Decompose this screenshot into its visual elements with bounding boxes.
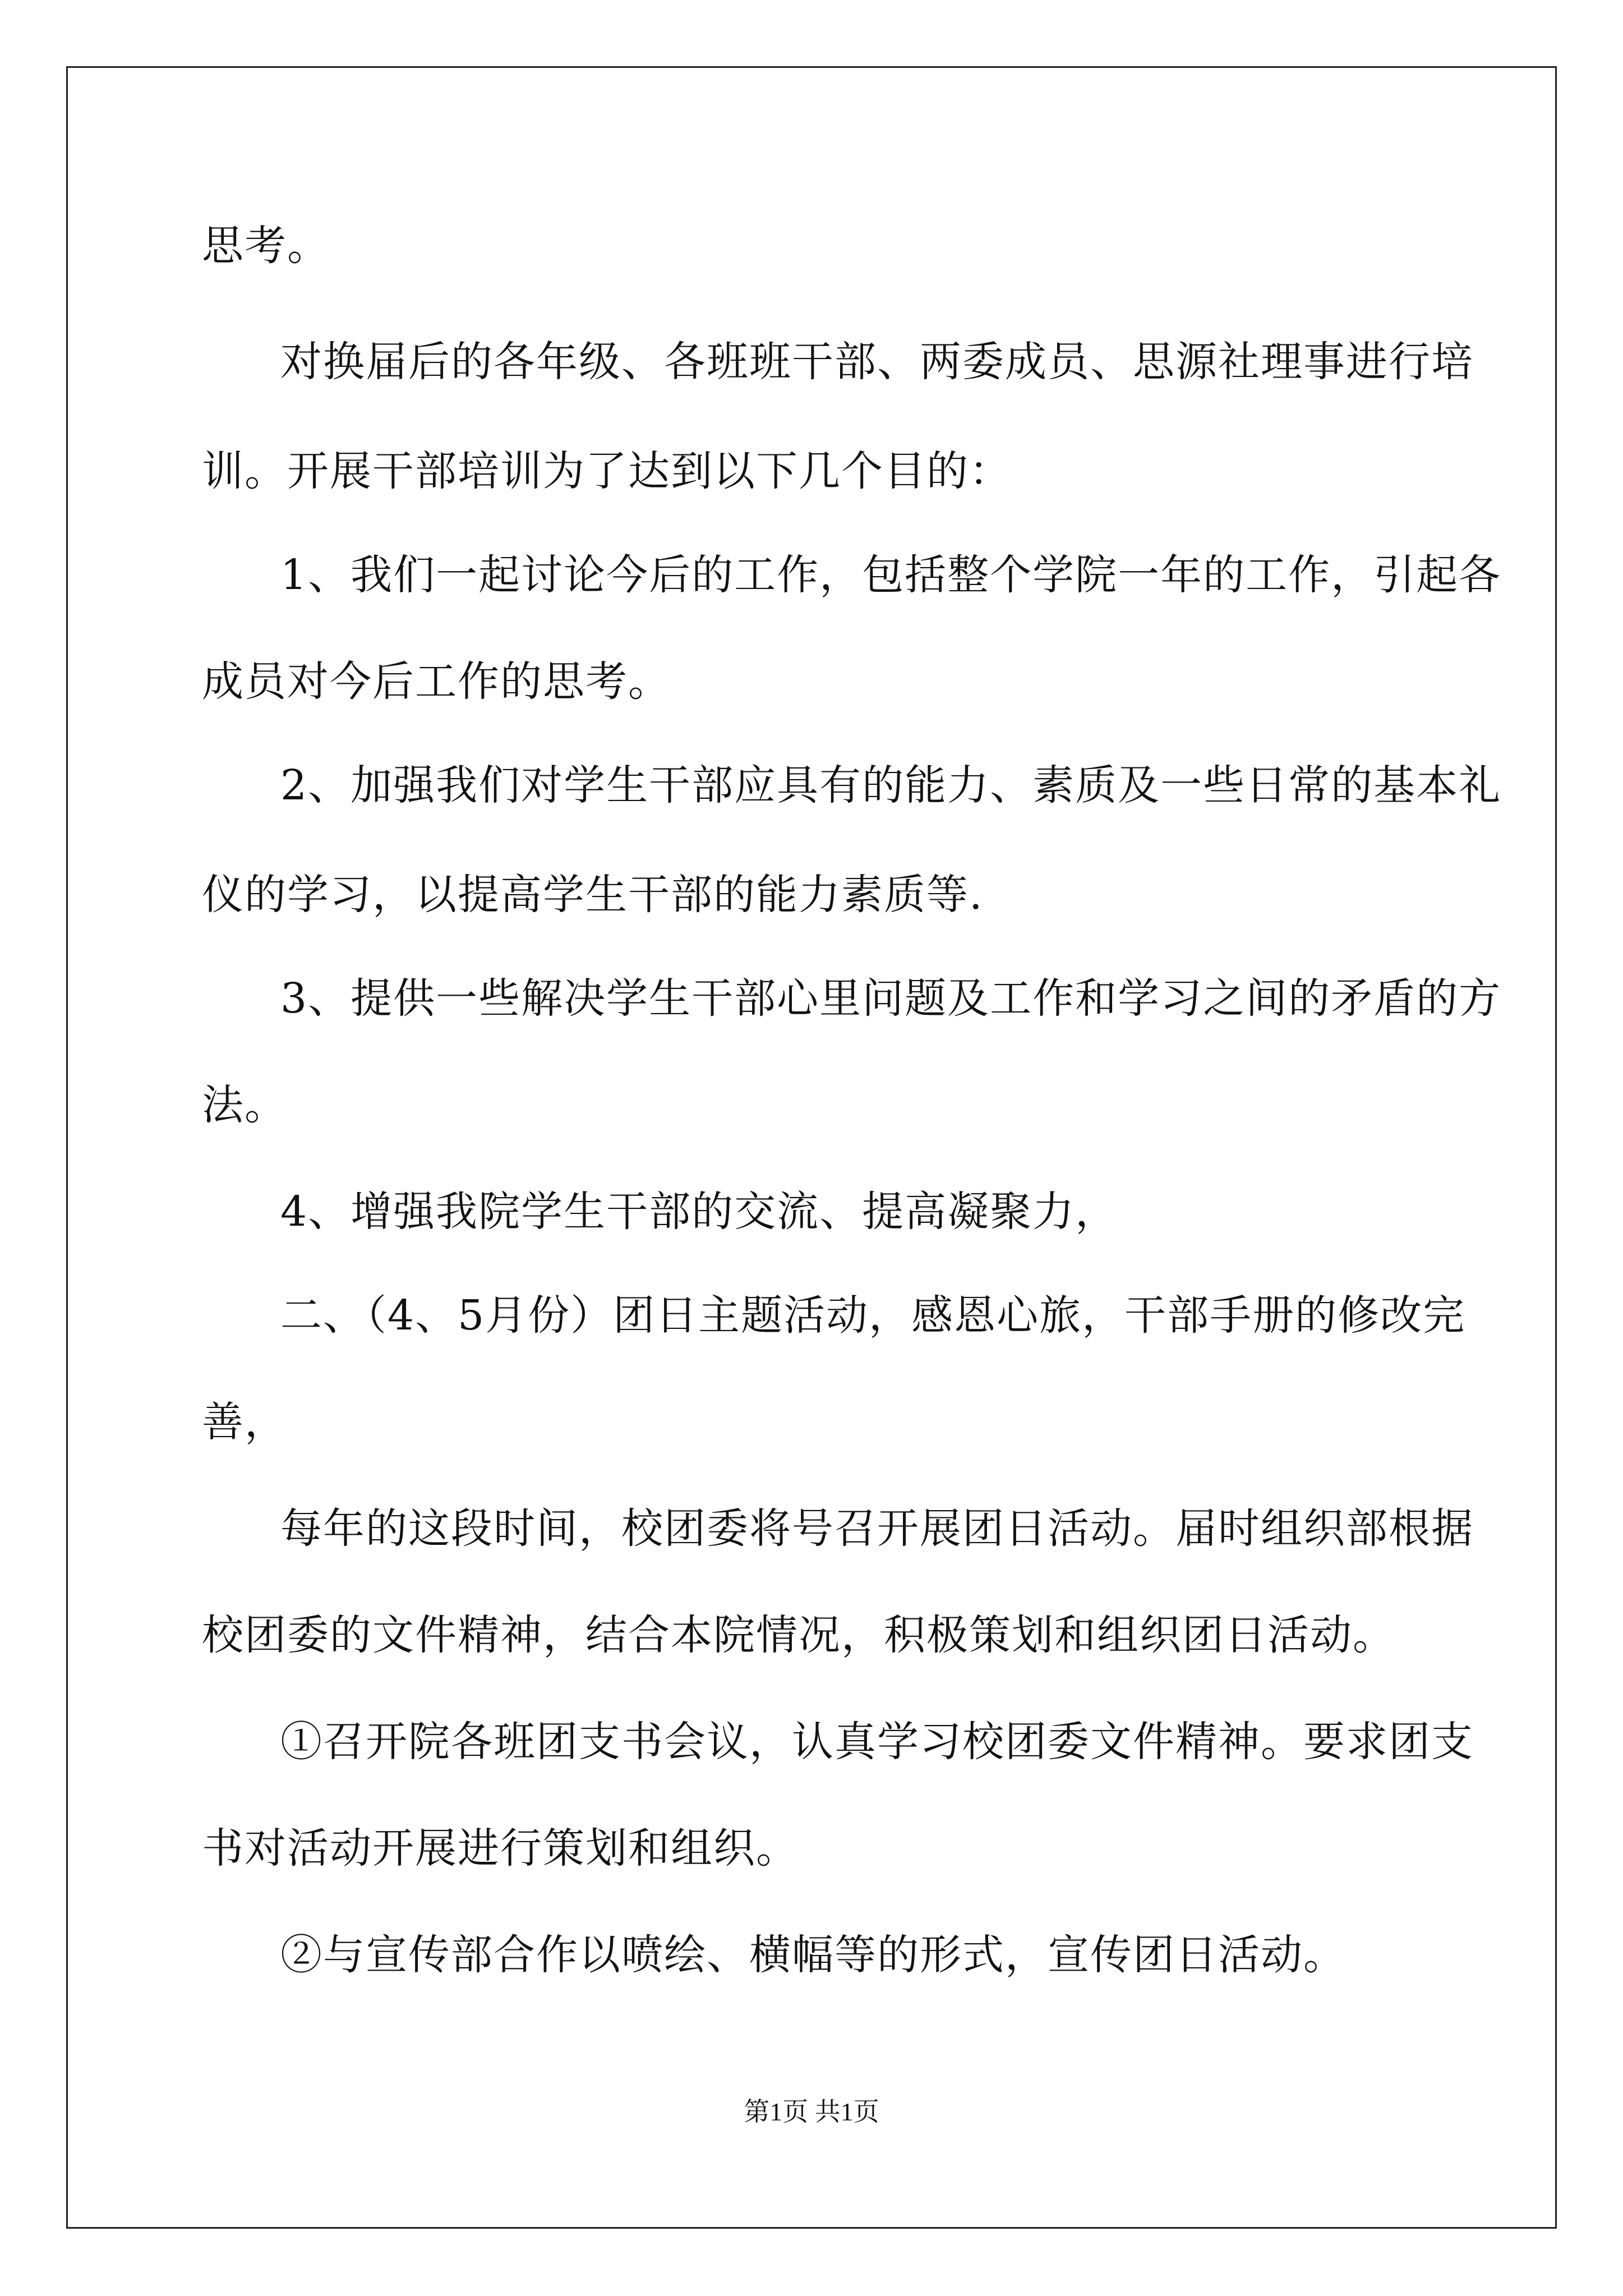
- text-line: 善，: [202, 1398, 287, 1446]
- text-line: 二、（4、5月份）团日主题活动，感恩心旅，干部手册的修改完: [280, 1291, 1466, 1340]
- text-line: 1、我们一起讨论今后的工作，包括整个学院一年的工作，引起各: [280, 551, 1502, 599]
- page-footer: 第1页 共1页: [744, 2097, 879, 2126]
- text-line: ①召开院各班团支书会议，认真学习校团委文件精神。要求团支: [280, 1718, 1474, 1766]
- text-line: 法。: [202, 1081, 287, 1129]
- text-line: 每年的这段时间，校团委将号召开展团日活动。届时组织部根据: [280, 1504, 1474, 1553]
- text-line: 成员对今后工作的思考。: [202, 657, 671, 706]
- text-line: 对换届后的各年级、各班班干部、两委成员、思源社理事进行培: [280, 338, 1474, 386]
- text-line: 仪的学习，以提高学生干部的能力素质等.: [202, 871, 984, 919]
- text-line: ②与宣传部合作以喷绘、横幅等的形式，宣传团日活动。: [280, 1931, 1346, 1979]
- text-line: 思考。: [202, 222, 330, 270]
- text-line: 训。开展干部培训为了达到以下几个目的：: [202, 447, 1012, 495]
- text-line: 校团委的文件精神，结合本院情况，积极策划和组织团日活动。: [202, 1611, 1395, 1659]
- page-frame: [66, 66, 1557, 2229]
- text-line: 书对活动开展进行策划和组织。: [202, 1824, 799, 1872]
- text-line: 2、加强我们对学生干部应具有的能力、素质及一些日常的基本礼: [280, 761, 1502, 809]
- text-line: 4、增强我院学生干部的交流、提高凝聚力，: [280, 1188, 1118, 1236]
- text-line: 3、提供一些解决学生干部心里问题及工作和学习之间的矛盾的方: [280, 974, 1502, 1023]
